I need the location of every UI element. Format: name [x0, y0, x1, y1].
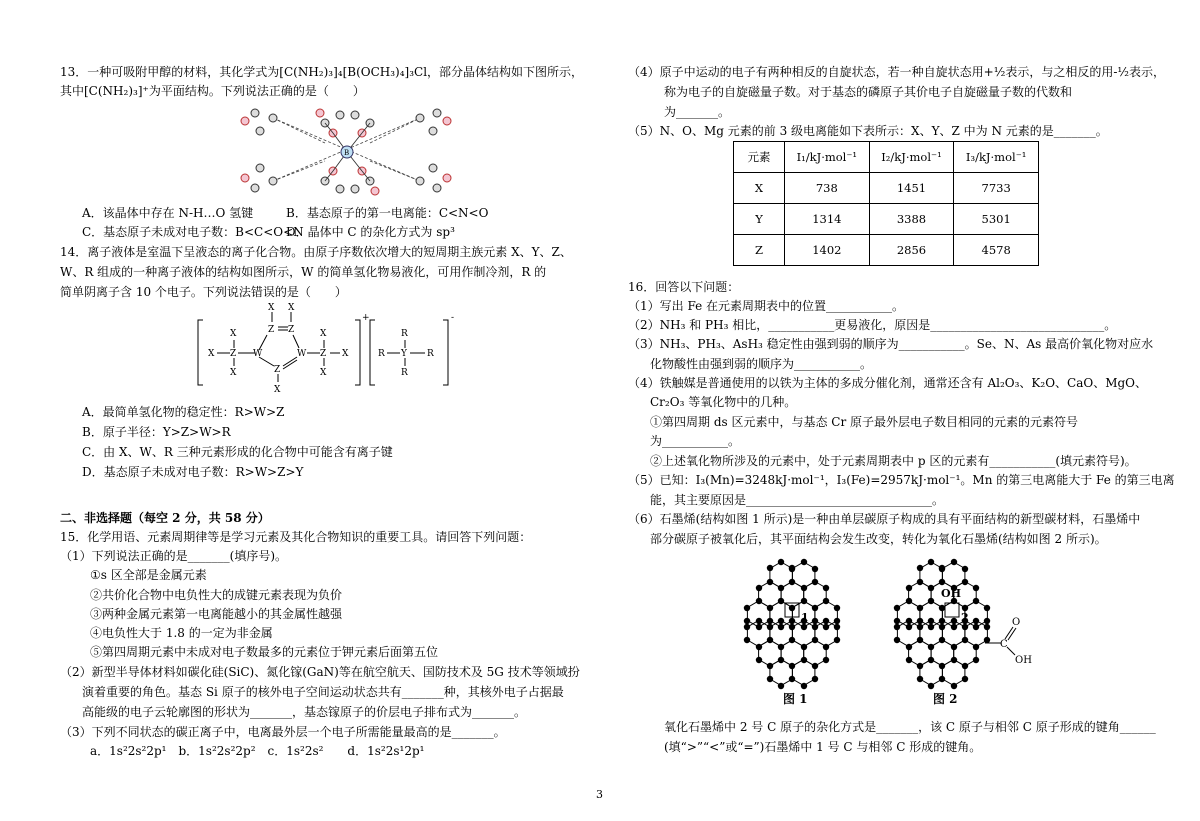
- carbon-atom: [812, 624, 818, 630]
- carbon-atom: [928, 624, 934, 630]
- q14-option-d: D．基态原子未成对电子数：R>W>Z>Y: [82, 465, 304, 479]
- hexagon-ring: [931, 640, 954, 666]
- carbon-atom: [823, 644, 829, 650]
- hexagon-ring: [942, 562, 965, 588]
- carbon-atom: [928, 657, 934, 663]
- carbon-atom: [823, 624, 829, 630]
- q15-part2-line2: 演着重要的角色。基态 Si 原子的核外电子空间运动状态共有_______种，其核外电子占据最: [82, 685, 564, 699]
- carbon-atom: [812, 579, 818, 585]
- carbon-atom: [767, 624, 773, 630]
- carbon-atom: [906, 657, 912, 663]
- carbon-atom: [789, 663, 795, 669]
- hexagon-ring: [759, 582, 782, 608]
- q15-part4-line1: （4）原子中运动的电子有两种相反的自旋状态，若一种自旋状态用+½表示，与之相反的用-½表示，: [628, 65, 1166, 79]
- q16-part4-item1-answer: 为___________。: [650, 434, 741, 448]
- carbon-atom: [756, 598, 762, 604]
- carbon-atom: [789, 618, 795, 624]
- q14-atom-x: X: [342, 349, 349, 359]
- q14-atom-z: Z: [320, 349, 327, 359]
- hexagon-ring: [804, 640, 827, 666]
- q15-part1-item2: ②共价化合物中电负性大的成键元素表现为负价: [90, 588, 343, 602]
- q14-option-b: B．原子半径：Y>Z>W>R: [82, 425, 231, 439]
- carbon-atom: [801, 644, 807, 650]
- carbon-atom: [756, 585, 762, 591]
- q13-option-d: D．晶体中 C 的杂化方式为 sp³: [286, 225, 455, 239]
- graphene-figures: [723, 555, 1043, 710]
- carbon-atom: [789, 605, 795, 611]
- q16-part5-line1: （5）已知：I₃(Mn)=3248kJ·mol⁻¹，I₃(Fe)=2957kJ·mol⁻¹。Mn 的第三电离能大于 Fe 的第三电离: [628, 473, 1175, 487]
- table-cell: Z: [734, 235, 785, 266]
- page-number: 3: [596, 788, 603, 801]
- carbon-atom: [928, 559, 934, 565]
- ionization-energy-table: [733, 141, 1039, 266]
- carbon-atom: [756, 618, 762, 624]
- q15-part1: （1）下列说法正确的是_______(填序号)。: [60, 549, 287, 563]
- carbon-atom: [834, 637, 840, 643]
- q14-atom-r: R: [401, 368, 408, 378]
- carbon-atom: [789, 637, 795, 643]
- carbon-atom: [789, 579, 795, 585]
- table-cell: 1314: [785, 204, 870, 235]
- carbon-atom: [917, 565, 923, 571]
- carbon-atom: [778, 683, 784, 689]
- carbon-atom: [917, 605, 923, 611]
- carbon-atom: [834, 618, 840, 624]
- carbon-atom: [917, 676, 923, 682]
- carbon-atom: [812, 676, 818, 682]
- table-header-row: [734, 142, 1039, 173]
- carbon-atom: [894, 637, 900, 643]
- q14-stem-line1: 14．离子液体是室温下呈液态的离子化合物。由原子序数依次增大的短周期主族元素 X、Y、Z、: [60, 245, 572, 259]
- carbon-atom: [812, 637, 818, 643]
- carbon-atom: [812, 618, 818, 624]
- carbon-atom: [834, 605, 840, 611]
- q14-atom-x: X: [320, 329, 327, 339]
- atom-1-label: 1: [801, 611, 809, 624]
- carbon-atom: [823, 585, 829, 591]
- carbon-atom: [767, 605, 773, 611]
- carbon-atom: [789, 676, 795, 682]
- q14-atom-x: X: [288, 303, 295, 313]
- carbon-atom: [917, 579, 923, 585]
- carbon-atom: [744, 605, 750, 611]
- q15-part1-item5: ⑤第四周期元素中未成对电子数最多的元素位于钾元素后面第五位: [90, 645, 439, 659]
- table-header-cell: I₂/kJ·mol⁻¹: [869, 142, 954, 173]
- q16-part2: （2）NH₃ 和 PH₃ 相比，___________更易液化，原因是_____________________________。: [628, 318, 1117, 332]
- hexagon-ring: [909, 582, 932, 608]
- q15-stem: 15．化学用语、元素周期律等是学习元素及其化合物知识的重要工具。请回答下列问题：: [60, 530, 532, 544]
- q15-part4-line3: 为_______。: [664, 105, 731, 119]
- carbon-atom: [906, 598, 912, 604]
- carbon-atom: [962, 637, 968, 643]
- table-cell: 1402: [785, 235, 870, 266]
- carbon-atom: [939, 618, 945, 624]
- q14-atom-x: X: [208, 349, 215, 359]
- q15-part2-line1: （2）新型半导体材料如碳化硅(SiC)、氮化镓(GaN)等在航空航天、国防技术及 5G 技术等领域扮: [60, 665, 580, 679]
- q14-ionic-liquid-structure: [195, 300, 475, 395]
- table-cell: 7733: [954, 173, 1039, 204]
- carbon-atom: [778, 624, 784, 630]
- carbon-atom: [789, 565, 795, 571]
- q14-atom-x: X: [230, 329, 237, 339]
- carbon-atom: [778, 618, 784, 624]
- section-2-heading: 二、非选择题（每空 2 分，共 58 分）: [60, 511, 270, 525]
- q13-option-b: B．基态原子的第一电离能：C<N<O: [286, 206, 489, 220]
- carbon-atom: [951, 683, 957, 689]
- carbon-atom: [894, 624, 900, 630]
- q16-part4-line1: （4）铁触媒是普通使用的以铁为主体的多成分催化剂，通常还含有 Al₂O₃、K₂O、CaO、MgO、: [628, 376, 1148, 390]
- q15-part4-line2: 称为电子的自旋磁量子数。对于基态的磷原子其价电子自旋磁量子数的代数和: [664, 85, 1073, 99]
- q14-stem-line3: 简单阴离子含 10 个电子。下列说法错误的是（ ）: [60, 285, 347, 299]
- carbon-atom: [801, 598, 807, 604]
- carbon-atom: [939, 624, 945, 630]
- carbon-atom: [973, 657, 979, 663]
- carbon-atom: [906, 624, 912, 630]
- carbon-atom: [928, 585, 934, 591]
- q13-option-c: C．基态原子未成对电子数：B<C<O<N: [82, 225, 304, 239]
- carbon-atom: [778, 559, 784, 565]
- q16-part4-item2: ②上述氧化物所涉及的元素中，处于元素周期表中 p 区的元素有___________(填元素符号)。: [650, 454, 1137, 468]
- carbon-atom: [951, 624, 957, 630]
- carbon-atom: [801, 585, 807, 591]
- carbon-atom: [951, 559, 957, 565]
- carbon-atom: [756, 657, 762, 663]
- q14-atom-z: Z: [288, 325, 295, 335]
- table-cell: X: [734, 173, 785, 204]
- table-cell: 2856: [869, 235, 954, 266]
- q16-part6-line2: 部分碳原子被氧化后，其平面结构会发生改变，转化为氧化石墨烯(结构如图 2 所示)。: [650, 532, 1107, 546]
- carboxyl-oh-label: OH: [1015, 655, 1032, 666]
- carbon-atom: [939, 605, 945, 611]
- carbon-atom: [951, 618, 957, 624]
- carbon-atom: [939, 676, 945, 682]
- q14-atom-x: X: [320, 368, 327, 378]
- carbon-atom: [939, 637, 945, 643]
- q15-part1-item3: ③两种金属元素第一电离能越小的其金属性越强: [90, 607, 343, 621]
- carbon-atom: [906, 585, 912, 591]
- hexagon-ring: [792, 660, 815, 686]
- carbon-atom: [812, 663, 818, 669]
- q16-part4-item1: ①第四周期 ds 区元素中，与基态 Cr 原子最外层电子数目相同的元素的元素符号: [650, 415, 1079, 429]
- q14-atom-x: X: [274, 385, 281, 395]
- table-cell: 3388: [869, 204, 954, 235]
- carbon-atom: [973, 624, 979, 630]
- carbon-atom: [767, 579, 773, 585]
- q14-cation-charge: +: [362, 313, 370, 323]
- carbon-atom: [823, 657, 829, 663]
- carbon-atom: [984, 637, 990, 643]
- carbon-atom: [778, 644, 784, 650]
- hexagon-ring: [792, 562, 815, 588]
- q16-stem: 16．回答以下问题：: [628, 280, 740, 294]
- carbon-atom: [894, 618, 900, 624]
- q14-anion-charge: -: [451, 313, 455, 323]
- carbon-atom: [973, 644, 979, 650]
- carbon-atom: [939, 663, 945, 669]
- carbon-atom: [939, 565, 945, 571]
- q14-atom-w: W: [297, 349, 307, 359]
- q13-center-atom-label: B: [344, 149, 350, 157]
- atom-2-label: 2: [961, 611, 969, 624]
- carboxyl-c-label: C: [1000, 639, 1008, 650]
- carbon-atom: [939, 579, 945, 585]
- carbon-atom: [756, 644, 762, 650]
- q14-atom-w: W: [253, 349, 263, 359]
- carbon-atom: [756, 624, 762, 630]
- carbon-atom: [778, 657, 784, 663]
- table-header-cell: I₃/kJ·mol⁻¹: [954, 142, 1039, 173]
- q13-crystal-structure-figure: [225, 103, 465, 201]
- q15-part1-item1: ①s 区全部是金属元素: [90, 568, 207, 582]
- hexagon-ring: [954, 640, 977, 666]
- carbon-atom: [767, 565, 773, 571]
- carbon-atom: [767, 663, 773, 669]
- table-cell: 738: [785, 173, 870, 204]
- q14-atom-x: X: [268, 303, 275, 313]
- carboxyl-o-label: O: [1012, 617, 1021, 628]
- carbon-atom: [962, 663, 968, 669]
- q13-stem-line2: 其中[C(NH₂)₃]⁺为平面结构。下列说法正确的是（ ）: [60, 84, 365, 98]
- carbon-atom: [928, 618, 934, 624]
- carbon-atom: [917, 663, 923, 669]
- carbon-atom: [789, 624, 795, 630]
- carbon-atom: [823, 598, 829, 604]
- carbon-atom: [928, 598, 934, 604]
- carbon-atom: [973, 585, 979, 591]
- hexagon-ring: [781, 582, 804, 608]
- carbon-atom: [984, 624, 990, 630]
- carbon-atom: [801, 559, 807, 565]
- carbon-atom: [767, 637, 773, 643]
- hexagon-ring: [781, 640, 804, 666]
- q16-part3-line2: 化物酸性由强到弱的顺序为___________。: [650, 357, 873, 371]
- q16-part6-line4: (填“>”“<”或“=”)石墨烯中 1 号 C 与相邻 C 形成的键角。: [664, 740, 982, 754]
- carbon-atom: [744, 618, 750, 624]
- carbon-atom: [962, 624, 968, 630]
- table-row: [734, 204, 1039, 235]
- q15-part1-item4: ④电负性大于 1.8 的一定为非金属: [90, 626, 273, 640]
- q14-atom-y: Y: [401, 349, 407, 359]
- table-cell: 4578: [954, 235, 1039, 266]
- hexagon-ring: [920, 562, 943, 588]
- q14-atom-r: R: [378, 349, 385, 359]
- table-header-cell: I₁/kJ·mol⁻¹: [785, 142, 870, 173]
- table-cell: Y: [734, 204, 785, 235]
- carbon-atom: [973, 618, 979, 624]
- carbon-atom: [801, 657, 807, 663]
- carbon-atom: [973, 598, 979, 604]
- q13-stem-line1: 13．一种可吸附甲醇的材料，其化学式为[C(NH₂)₃]₄[B(OCH₃)₄]₃Cl，部分晶体结构如下图所示，: [60, 65, 584, 79]
- carbon-atom: [767, 618, 773, 624]
- q13-option-a: A．该晶体中存在 N-H…O 氢键: [82, 206, 254, 220]
- carbon-atom: [834, 624, 840, 630]
- hexagon-ring: [770, 562, 793, 588]
- carbon-atom: [984, 618, 990, 624]
- graphene-figure-1: [744, 559, 840, 689]
- carbon-atom: [928, 683, 934, 689]
- q14-atom-r: R: [401, 329, 408, 339]
- q16-part4-line2: Cr₂O₃ 等氧化物中的几种。: [650, 395, 797, 409]
- carbon-atom: [801, 683, 807, 689]
- hexagon-ring: [909, 640, 932, 666]
- table-cell: 1451: [869, 173, 954, 204]
- carbon-atom: [951, 644, 957, 650]
- carbon-atom: [917, 637, 923, 643]
- carbon-atom: [917, 624, 923, 630]
- hexagon-ring: [770, 660, 793, 686]
- carbon-atom: [951, 657, 957, 663]
- carbon-atom: [962, 566, 968, 572]
- carbon-atom: [906, 644, 912, 650]
- carbon-atom: [767, 676, 773, 682]
- carbon-atom: [812, 605, 818, 611]
- q14-atom-r: R: [427, 349, 434, 359]
- table-cell: 5301: [954, 204, 1039, 235]
- hexagon-ring: [804, 582, 827, 608]
- q15-part5: （5）N、O、Mg 元素的前 3 级电离能如下表所示：X、Y、Z 中为 N 元素的是_______。: [628, 124, 1108, 138]
- figure-1-caption: 图 1: [783, 692, 808, 706]
- q16-part5-line2: 能，其主要原因是_______________________________。: [650, 493, 945, 507]
- graphene-oxide-figure-2: [894, 559, 990, 689]
- q15-part3: （3）下列不同状态的碳正离子中，电离最外层一个电子所需能量最高的是_______。: [60, 725, 506, 739]
- carbon-atom: [984, 605, 990, 611]
- q14-option-a: A．最简单氢化物的稳定性：R>W>Z: [82, 405, 285, 419]
- carbon-atom: [962, 579, 968, 585]
- q15-part2-line3: 高能级的电子云轮廓图的形状为_______，基态镓原子的价层电子排布式为_______。: [82, 705, 527, 719]
- figure-2-caption: 图 2: [933, 692, 958, 706]
- carbon-atom: [823, 618, 829, 624]
- q16-part3-line1: （3）NH₃、PH₃、AsH₃ 稳定性由强到弱的顺序为___________。Se、N、As 最高价氧化物对应水: [628, 337, 1154, 351]
- q16-part1: （1）写出 Fe 在元素周期表中的位置___________。: [628, 299, 905, 313]
- q14-atom-z: Z: [230, 349, 237, 359]
- q14-atom-z: Z: [274, 365, 281, 375]
- q16-part6-line3: 氧化石墨烯中 2 号 C 原子的杂化方式是_______，该 C 原子与相邻 C 原子形成的键角______: [664, 720, 1156, 734]
- table-row: [734, 173, 1039, 204]
- carbon-atom: [778, 585, 784, 591]
- carbon-atom: [778, 598, 784, 604]
- carbon-atom: [928, 644, 934, 650]
- q16-part6-line1: （6）石墨烯(结构如图 1 所示)是一种由单层碳原子构成的具有平面结构的新型碳材料，石墨烯中: [628, 512, 1141, 526]
- carbon-atom: [812, 566, 818, 572]
- oh-group-label: OH: [941, 587, 961, 600]
- carbon-atom: [917, 618, 923, 624]
- carbon-atom: [894, 605, 900, 611]
- q14-atom-z: Z: [268, 325, 275, 335]
- q14-stem-line2: W、R 组成的一种离子液体的结构如图所示，W 的简单氢化物易液化，可用作制冷剂，R 的: [60, 265, 547, 279]
- carbon-atom: [744, 637, 750, 643]
- hexagon-ring: [759, 640, 782, 666]
- carbon-atom: [744, 624, 750, 630]
- table-header-cell: 元素: [734, 142, 785, 173]
- carbon-atom: [801, 624, 807, 630]
- hexagon-ring: [942, 660, 965, 686]
- hexagon-ring: [920, 660, 943, 686]
- q14-option-c: C．由 X、W、R 三种元素形成的化合物中可能含有离子键: [82, 445, 393, 459]
- q14-atom-x: X: [230, 368, 237, 378]
- q15-part3-options: a．1s²2s²2p¹ b．1s²2s²2p² c．1s²2s² d．1s²2s¹2p¹: [90, 744, 425, 758]
- carbon-atom: [962, 676, 968, 682]
- table-row: [734, 235, 1039, 266]
- carbon-atom: [906, 618, 912, 624]
